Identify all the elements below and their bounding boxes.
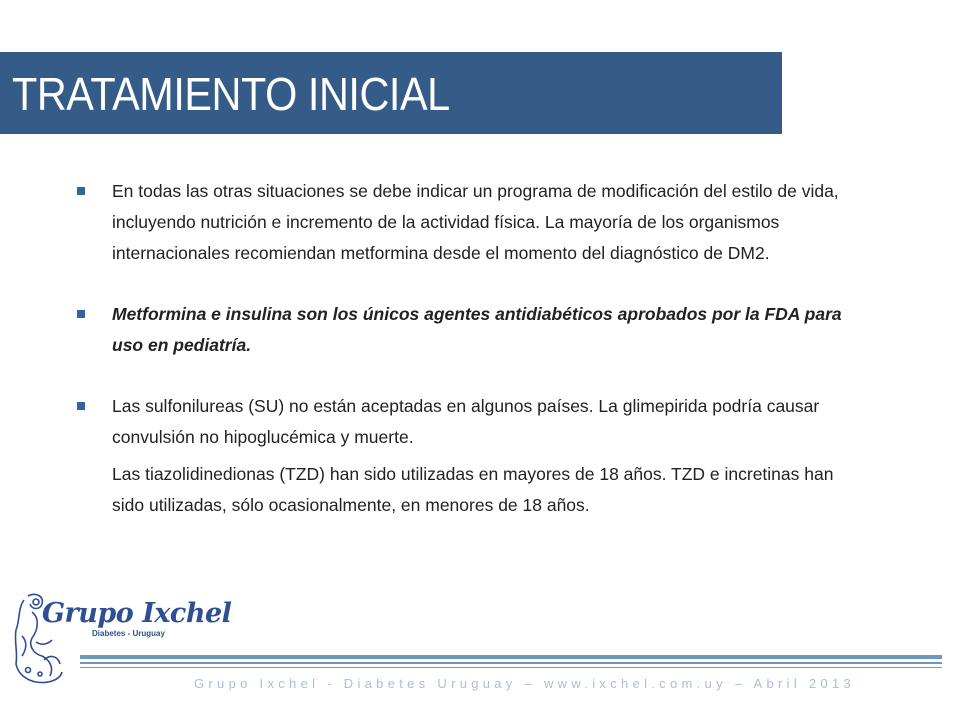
logo-wordmark: Grupo Ixchel — [42, 598, 232, 629]
square-bullet-icon — [77, 310, 85, 318]
logo-subtitle: Diabetes - Uruguay — [92, 629, 165, 638]
bullet-item-sulfonilureas — [75, 391, 860, 521]
bullet-continuation: Las tiazolidinedionas (TZD) han sido utilizadas en mayores de 18 años. TZD e incretinas han sido utilizadas, sólo ocasionalmente, en menores de 18 años. — [112, 464, 834, 515]
square-bullet-icon — [77, 402, 85, 410]
bullet-item-lifestyle — [75, 176, 860, 269]
footer-text: Grupo Ixchel - Diabetes Uruguay – www.ixchel.com.uy – Abril 2013 — [194, 676, 856, 691]
bullet-text-emphasis: Metformina e insulina son los únicos agentes antidiabéticos aprobados por la FDA para uso en pediatría. — [112, 304, 842, 355]
slide-title: TRATAMIENTO INICIAL — [12, 68, 450, 120]
bullet-text: Las sulfonilureas (SU) no están aceptadas en algunos países. La glimepirida podría causar convulsión no hipoglucémica y muerte. — [112, 396, 820, 447]
bullet-text: En todas las otras situaciones se debe indicar un programa de modificación del estilo de vida, incluyendo nutrición e incremento de la actividad física. La mayoría de los organismos internacionales recomiendan metformina desde el momento del diagnóstico de DM2. — [112, 181, 839, 263]
square-bullet-icon — [77, 187, 85, 195]
footer-stripe-thick — [80, 655, 942, 659]
footer-stripe-medium — [80, 662, 942, 664]
footer-stripe-thin — [80, 667, 942, 668]
bullet-list — [75, 176, 860, 551]
bullet-item-metformina — [75, 299, 860, 361]
